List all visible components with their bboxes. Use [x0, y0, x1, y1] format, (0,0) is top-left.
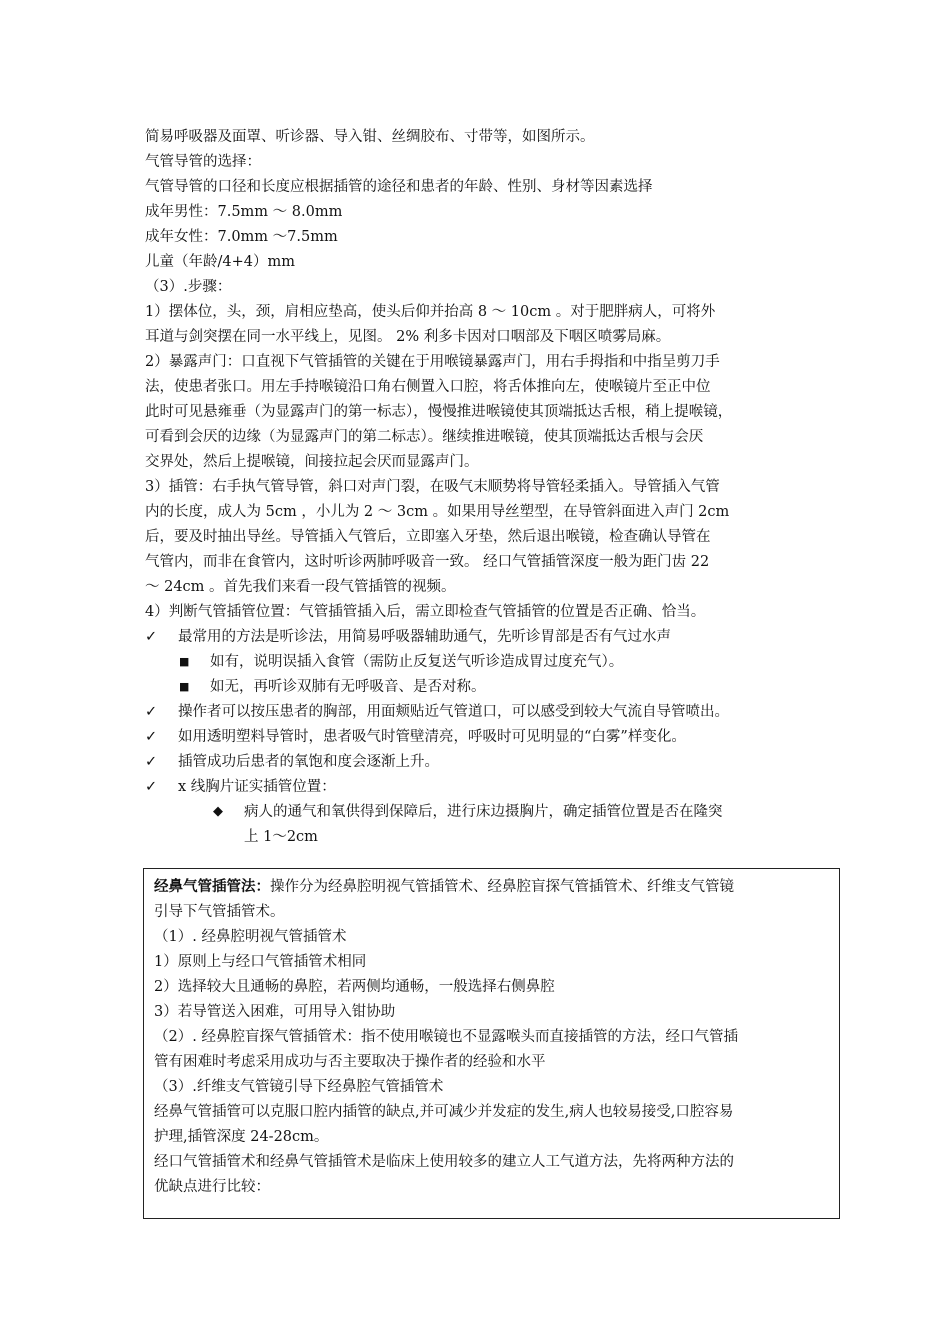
text-line: 3）插管：右手执气管导管，斜口对声门裂，在吸气末顺势将导管轻柔插入。导管插入气管 [145, 479, 720, 495]
check-icon: ✓ [145, 754, 158, 770]
square-bullet-icon: ■ [179, 680, 190, 693]
text-line: ～ 24cm 。首先我们来看一段气管插管的视频。 [145, 579, 456, 595]
check-icon: ✓ [145, 629, 158, 645]
text-line: 成年男性：7.5mm ～ 8.0mm [145, 204, 343, 220]
text-line: 简易呼吸器及面罩、听诊器、导入钳、丝绸胶布、寸带等，如图所示。 [145, 129, 595, 145]
diamond-list-item-continued: 上 1～2cm [244, 829, 318, 845]
text-line: 内的长度，成人为 5cm ，小儿为 2 ～ 3cm 。如果用导丝塑型，在导管斜面进入声门 2cm [145, 504, 730, 520]
box-line: （1）. 经鼻腔明视气管插管术 [154, 929, 347, 945]
box-line: 经鼻气管插管可以克服口腔内插管的缺点,并可减少并发症的发生,病人也较易接受,口腔容易 [154, 1104, 734, 1120]
box-line: 护理,插管深度 24-28cm。 [154, 1129, 329, 1145]
diamond-bullet-icon: ◆ [213, 804, 223, 819]
box-heading: 经鼻气管插管法： [154, 878, 270, 895]
checklist-item: 操作者可以按压患者的胸部，用面颊贴近气管道口，可以感受到较大气流自导管喷出。 [178, 704, 729, 720]
box-line: 引导下气管插管术。 [154, 904, 285, 920]
box-line: 经口气管插管术和经鼻气管插管术是临床上使用较多的建立人工气道方法，先将两种方法的 [154, 1154, 734, 1170]
sub-list-item: 如有，说明误插入食管（需防止反复送气听诊造成胃过度充气）。 [210, 654, 624, 670]
box-line: 2）选择较大且通畅的鼻腔，若两侧均通畅，一般选择右侧鼻腔 [154, 979, 555, 995]
checklist-item: 最常用的方法是听诊法，用简易呼吸器辅助通气，先听诊胃部是否有气过水声 [178, 629, 671, 645]
text-line: 儿童（年龄/4+4）mm [145, 254, 295, 270]
text-line: 1）摆体位，头，颈，肩相应垫高，使头后仰并抬高 8 ～ 10cm 。对于肥胖病人，可将外 [145, 304, 716, 320]
text-line: 气管导管的选择： [145, 154, 261, 170]
box-line: （2）. 经鼻腔盲探气管插管术：指不使用喉镜也不显露喉头而直接插管的方法，经口气管插 [154, 1029, 738, 1045]
box-line: 1）原则上与经口气管插管术相同 [154, 954, 367, 970]
text-line: 耳道与剑突摆在同一水平线上，见图。 2% 利多卡因对口咽部及下咽区喷雾局麻。 [145, 329, 671, 345]
text-line: 可看到会厌的边缘（为显露声门的第二标志）。继续推进喉镜，使其顶端抵达舌根与会厌 [145, 429, 704, 445]
box-line: 3）若导管送入困难，可用导入钳协助 [154, 1004, 396, 1020]
square-bullet-icon: ■ [179, 655, 190, 668]
check-icon: ✓ [145, 779, 158, 795]
check-icon: ✓ [145, 704, 158, 720]
check-icon: ✓ [145, 729, 158, 745]
box-heading-line [154, 877, 734, 897]
text-line: 成年女性：7.0mm ～7.5mm [145, 229, 338, 245]
text-line: 法，使患者张口。用左手持喉镜沿口角右侧置入口腔，将舌体推向左，使喉镜片至正中位 [145, 379, 711, 395]
checklist-item: x 线胸片证实插管位置： [178, 779, 336, 795]
text-line: 交界处，然后上提喉镜，间接拉起会厌而显露声门。 [145, 454, 479, 470]
text-line: 气管导管的口径和长度应根据插管的途径和患者的年龄、性别、身材等因素选择 [145, 179, 653, 195]
box-line: （3）.纤维支气管镜引导下经鼻腔气管插管术 [154, 1079, 444, 1095]
box-heading-text: 操作分为经鼻腔明视气管插管术、经鼻腔盲探气管插管术、纤维支气管镜 [270, 879, 734, 895]
text-line: （3）.步骤： [145, 279, 232, 295]
diamond-list-item: 病人的通气和氧供得到保障后，进行床边摄胸片，确定插管位置是否在隆突 [244, 804, 723, 820]
box-line: 管有困难时考虑采用成功与否主要取决于操作者的经验和水平 [154, 1054, 546, 1070]
checklist-item: 插管成功后患者的氧饱和度会逐渐上升。 [178, 754, 439, 770]
text-line: 此时可见悬雍垂（为显露声门的第一标志），慢慢推进喉镜使其顶端抵达舌根，稍上提喉镜， [145, 404, 733, 420]
text-line: 2）暴露声门：口直视下气管插管的关键在于用喉镜暴露声门，用右手拇指和中指呈剪刀手 [145, 354, 720, 370]
text-line: 气管内，而非在食管内，这时听诊两肺呼吸音一致。 经口气管插管深度一般为距门齿 22 [145, 554, 710, 570]
text-line: 4）判断气管插管位置：气管插管插入后，需立即检查气管插管的位置是否正确、恰当。 [145, 604, 706, 620]
checklist-item: 如用透明塑料导管时，患者吸气时管壁清亮，呼吸时可见明显的“白雾”样变化。 [178, 729, 686, 745]
text-line: 后，要及时抽出导丝。导管插入气管后，立即塞入牙垫，然后退出喉镜，检查确认导管在 [145, 529, 711, 545]
box-line: 优缺点进行比较： [154, 1179, 270, 1195]
sub-list-item: 如无，再听诊双肺有无呼吸音、是否对称。 [210, 679, 486, 695]
